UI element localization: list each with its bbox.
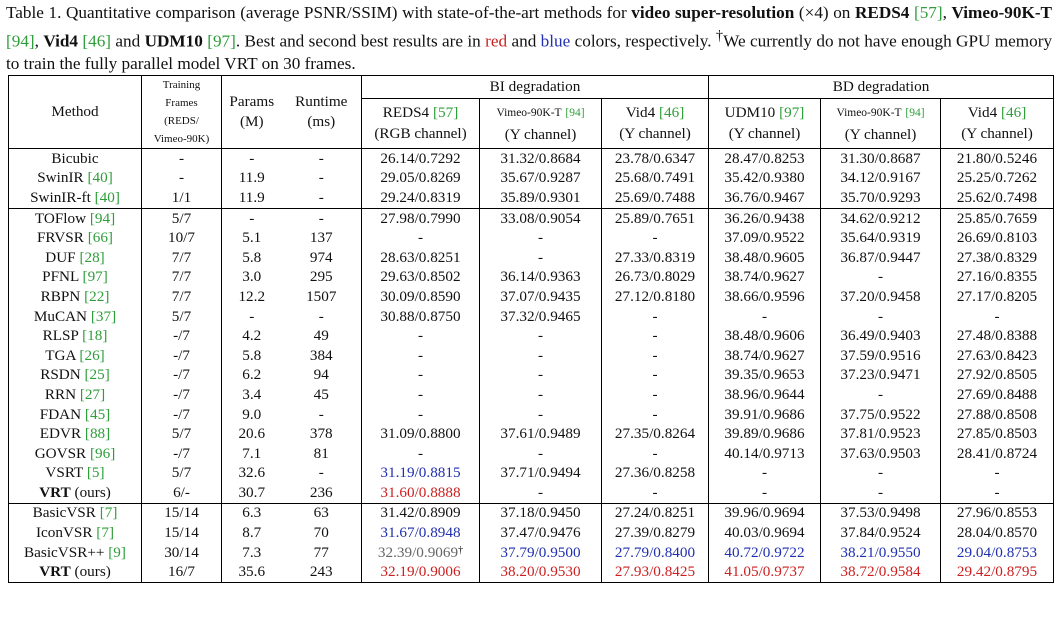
score-cell: - bbox=[709, 307, 821, 327]
score-cell: 32.39/0.9069† bbox=[362, 543, 480, 563]
params-cell: 8.7 bbox=[242, 524, 262, 542]
table-row bbox=[9, 326, 1054, 346]
training-frames-cell: 15/14 bbox=[142, 503, 222, 523]
table-row bbox=[9, 483, 1054, 503]
runtime-cell: 49 bbox=[282, 326, 362, 346]
score-cell: 27.85/0.8503 bbox=[956, 425, 1038, 443]
training-frames-cell: 5/7 bbox=[142, 464, 222, 484]
score-cell: 25.68/0.7491 bbox=[602, 169, 709, 189]
caption-label: Table 1. bbox=[6, 3, 62, 22]
score-cell: 23.78/0.6347 bbox=[602, 149, 709, 169]
table-row bbox=[9, 228, 1054, 248]
score-cell: 29.63/0.8502 bbox=[362, 268, 480, 288]
results-table bbox=[8, 75, 1054, 583]
score-cell: 33.08/0.9054 bbox=[480, 208, 602, 228]
score-cell: - bbox=[362, 326, 480, 346]
table-row bbox=[9, 346, 1054, 366]
method-cell: BasicVSR++ [9] bbox=[9, 543, 142, 563]
method-cell: VRT (ours) bbox=[9, 483, 142, 503]
training-frames-cell: - bbox=[142, 169, 222, 189]
score-cell: 38.20/0.9530 bbox=[480, 562, 602, 582]
method-cell: VRT (ours) bbox=[9, 562, 142, 582]
training-frames-cell: -/7 bbox=[142, 405, 222, 425]
training-frames-cell: 30/14 bbox=[142, 543, 222, 563]
bd-degradation-header: BD degradation bbox=[709, 76, 1054, 99]
runtime-cell: 137 bbox=[282, 228, 362, 248]
score-cell: 40.14/0.9713 bbox=[709, 444, 821, 464]
score-cell: 31.30/0.8687 bbox=[821, 149, 941, 169]
score-cell: - bbox=[994, 307, 1000, 325]
score-cell: - bbox=[480, 248, 602, 268]
score-cell: 27.98/0.7990 bbox=[362, 208, 480, 228]
params-cell: - bbox=[249, 149, 255, 167]
dataset-header: Vimeo-90K-T [94] (Y channel) bbox=[821, 98, 941, 148]
score-cell: - bbox=[821, 307, 941, 327]
runtime-cell: - bbox=[282, 464, 362, 484]
score-cell: - bbox=[480, 405, 602, 425]
method-cell: IconVSR [7] bbox=[9, 523, 142, 543]
table-row bbox=[9, 405, 1054, 425]
score-cell: 38.21/0.9550 bbox=[821, 543, 941, 563]
header-row-1 bbox=[9, 76, 1054, 99]
method-cell: RSDN [25] bbox=[9, 366, 142, 386]
score-cell: 37.53/0.9498 bbox=[821, 503, 941, 523]
score-cell: 27.36/0.8258 bbox=[602, 464, 709, 484]
score-cell: 38.72/0.9584 bbox=[821, 562, 941, 582]
score-cell: 38.66/0.9596 bbox=[709, 287, 821, 307]
table-row bbox=[9, 268, 1054, 288]
score-cell: - bbox=[602, 483, 709, 503]
params-cell: 5.8 bbox=[242, 346, 262, 364]
training-frames-cell: -/7 bbox=[142, 326, 222, 346]
score-cell: 31.19/0.8815 bbox=[362, 464, 480, 484]
score-cell: 38.96/0.9644 bbox=[709, 385, 821, 405]
score-cell: 29.05/0.8269 bbox=[362, 169, 480, 189]
runtime-cell: - bbox=[282, 208, 362, 228]
score-cell: 35.42/0.9380 bbox=[709, 169, 821, 189]
params-cell: 3.0 bbox=[242, 268, 262, 286]
score-cell: 27.35/0.8264 bbox=[602, 424, 709, 444]
score-cell: 39.89/0.9686 bbox=[709, 424, 821, 444]
method-cell: SwinIR-ft [40] bbox=[9, 188, 142, 208]
score-cell: 35.70/0.9293 bbox=[821, 188, 941, 208]
score-cell: 37.61/0.9489 bbox=[480, 424, 602, 444]
score-cell: 36.26/0.9438 bbox=[709, 208, 821, 228]
score-cell: 34.12/0.9167 bbox=[821, 169, 941, 189]
score-cell: 35.67/0.9287 bbox=[480, 169, 602, 189]
table-row bbox=[9, 188, 1054, 208]
score-cell: 27.63/0.8423 bbox=[956, 346, 1038, 364]
score-cell: - bbox=[602, 326, 709, 346]
score-cell: 31.42/0.8909 bbox=[362, 503, 480, 523]
score-cell: 40.72/0.9722 bbox=[709, 543, 821, 563]
table-row bbox=[9, 208, 1054, 228]
runtime-cell: 295 bbox=[282, 268, 362, 288]
score-cell: - bbox=[362, 405, 480, 425]
params-cell: 9.0 bbox=[242, 405, 262, 423]
params-cell: 3.4 bbox=[242, 385, 262, 403]
runtime-cell: 236 bbox=[282, 483, 362, 503]
training-frames-header: Training Frames (REDS/ Vimeo-90K) bbox=[142, 76, 222, 149]
runtime-cell: 81 bbox=[282, 444, 362, 464]
table-row bbox=[9, 149, 1054, 169]
method-header: Method bbox=[9, 76, 142, 149]
training-frames-cell: -/7 bbox=[142, 444, 222, 464]
score-cell: 36.87/0.9447 bbox=[821, 248, 941, 268]
score-cell: 25.85/0.7659 bbox=[941, 208, 1054, 228]
params-cell: - bbox=[222, 208, 282, 228]
score-cell: 25.69/0.7488 bbox=[602, 188, 709, 208]
score-cell: 37.63/0.9503 bbox=[821, 444, 941, 464]
score-cell: 37.23/0.9471 bbox=[821, 366, 941, 386]
params-cell: 32.6 bbox=[238, 464, 266, 482]
score-cell: 37.75/0.9522 bbox=[821, 405, 941, 425]
score-cell: - bbox=[709, 464, 821, 484]
runtime-cell: 378 bbox=[282, 424, 362, 444]
score-cell: 28.63/0.8251 bbox=[362, 248, 480, 268]
score-cell: 39.96/0.9694 bbox=[709, 503, 821, 523]
dataset-header: REDS4 [57] (RGB channel) bbox=[362, 98, 480, 148]
score-cell: 37.71/0.9494 bbox=[480, 464, 602, 484]
score-cell: 27.17/0.8205 bbox=[956, 287, 1038, 305]
score-cell: 31.32/0.8684 bbox=[480, 149, 602, 169]
score-cell: - bbox=[602, 385, 709, 405]
table-row bbox=[9, 424, 1054, 444]
score-cell: 29.24/0.8319 bbox=[362, 188, 480, 208]
runtime-cell: 384 bbox=[282, 346, 362, 366]
method-cell: GOVSR [96] bbox=[9, 444, 142, 464]
score-cell: - bbox=[362, 346, 480, 366]
score-cell: 27.38/0.8329 bbox=[956, 248, 1038, 266]
score-cell: - bbox=[362, 385, 480, 405]
training-frames-cell: 1/1 bbox=[142, 188, 222, 208]
score-cell: 27.24/0.8251 bbox=[602, 503, 709, 523]
score-cell: 38.74/0.9627 bbox=[709, 346, 821, 366]
table-row bbox=[9, 444, 1054, 464]
score-cell: - bbox=[602, 307, 709, 327]
score-cell: 25.62/0.7498 bbox=[956, 188, 1038, 206]
params-cell: 11.9 bbox=[238, 188, 265, 206]
table-caption: Table 1. Quantitative comparison (average PSNR/SSIM) with state-of-the-art methods for video super-resolution (×4) on REDS4 [57], Vimeo-90K-T [94], Vid4 [46] and UDM10 [97]. Best and second best results are in red and blue colors, respectively. †We currently do not have enough GPU memory to train the fully parallel model VRT on 30 frames. bbox=[6, 3, 1053, 73]
score-cell: 34.62/0.9212 bbox=[821, 208, 941, 228]
training-frames-cell: -/7 bbox=[142, 385, 222, 405]
score-cell: 31.67/0.8948 bbox=[362, 523, 480, 543]
params-cell: - bbox=[249, 307, 255, 325]
score-cell: 25.89/0.7651 bbox=[602, 208, 709, 228]
params-cell: 20.6 bbox=[238, 425, 266, 443]
score-cell: 36.49/0.9403 bbox=[821, 326, 941, 346]
runtime-cell: - bbox=[282, 188, 362, 208]
score-cell: 30.09/0.8590 bbox=[362, 287, 480, 307]
params-cell: 12.2 bbox=[238, 287, 266, 305]
score-cell: - bbox=[994, 483, 1000, 501]
training-frames-cell: - bbox=[142, 149, 222, 169]
score-cell: 39.91/0.9686 bbox=[709, 405, 821, 425]
params-cell: 5.1 bbox=[242, 229, 262, 247]
runtime-cell: 63 bbox=[282, 503, 362, 523]
method-cell: TGA [26] bbox=[9, 346, 142, 366]
table-row bbox=[9, 307, 1054, 327]
score-cell: 27.69/0.8488 bbox=[956, 385, 1038, 403]
score-cell: - bbox=[821, 268, 941, 288]
runtime-cell: 1507 bbox=[282, 287, 362, 307]
params-cell: 6.3 bbox=[222, 503, 282, 523]
score-cell: - bbox=[480, 366, 602, 386]
score-cell: - bbox=[480, 228, 602, 248]
score-cell: - bbox=[480, 444, 602, 464]
score-cell: - bbox=[480, 483, 602, 503]
score-cell: 38.74/0.9627 bbox=[709, 268, 821, 288]
params-cell: 7.1 bbox=[242, 444, 262, 462]
training-frames-cell: 7/7 bbox=[142, 248, 222, 268]
score-cell: 29.04/0.8753 bbox=[956, 543, 1038, 561]
training-frames-cell: 10/7 bbox=[142, 228, 222, 248]
table-row bbox=[9, 366, 1054, 386]
score-cell: 31.09/0.8800 bbox=[362, 424, 480, 444]
training-frames-cell: 6/- bbox=[142, 483, 222, 503]
method-cell: TOFlow [94] bbox=[9, 208, 142, 228]
method-cell: RBPN [22] bbox=[9, 287, 142, 307]
score-cell: 36.76/0.9467 bbox=[709, 188, 821, 208]
score-cell: 28.41/0.8724 bbox=[956, 444, 1038, 462]
params-cell: 11.9 bbox=[238, 169, 265, 187]
method-cell: RRN [27] bbox=[9, 385, 142, 405]
score-cell: - bbox=[362, 228, 480, 248]
score-cell: 27.33/0.8319 bbox=[602, 248, 709, 268]
score-cell: 31.60/0.8888 bbox=[362, 483, 480, 503]
score-cell: 37.07/0.9435 bbox=[480, 287, 602, 307]
training-frames-cell: 5/7 bbox=[142, 307, 222, 327]
table-row bbox=[9, 385, 1054, 405]
score-cell: 37.47/0.9476 bbox=[480, 523, 602, 543]
score-cell: - bbox=[821, 464, 941, 484]
score-cell: 36.14/0.9363 bbox=[480, 268, 602, 288]
table-row bbox=[9, 248, 1054, 268]
score-cell: 30.88/0.8750 bbox=[362, 307, 480, 327]
score-cell: 27.12/0.8180 bbox=[602, 287, 709, 307]
training-frames-cell: -/7 bbox=[142, 346, 222, 366]
score-cell: - bbox=[602, 444, 709, 464]
score-cell: 26.73/0.8029 bbox=[602, 268, 709, 288]
params-cell: 35.6 bbox=[238, 563, 266, 581]
score-cell: 32.19/0.9006 bbox=[362, 562, 480, 582]
runtime-cell: 77 bbox=[282, 543, 362, 563]
dataset-header: UDM10 [97] (Y channel) bbox=[709, 98, 821, 148]
runtime-header: Runtime (ms) bbox=[282, 76, 362, 149]
training-frames-cell: 5/7 bbox=[142, 424, 222, 444]
score-cell: 37.20/0.9458 bbox=[821, 287, 941, 307]
score-cell: 26.14/0.7292 bbox=[362, 149, 480, 169]
score-cell: - bbox=[994, 464, 1000, 482]
runtime-cell: 94 bbox=[282, 366, 362, 386]
params-cell: 5.8 bbox=[242, 248, 262, 266]
training-frames-cell: 7/7 bbox=[142, 287, 222, 307]
method-cell: Bicubic bbox=[9, 149, 142, 169]
score-cell: 35.64/0.9319 bbox=[821, 228, 941, 248]
training-frames-cell: 7/7 bbox=[142, 268, 222, 288]
table-row bbox=[9, 543, 1054, 563]
method-cell: EDVR [88] bbox=[9, 424, 142, 444]
score-cell: 41.05/0.9737 bbox=[709, 562, 821, 582]
score-cell: 27.16/0.8355 bbox=[956, 268, 1038, 286]
score-cell: 25.25/0.7262 bbox=[956, 169, 1038, 187]
dataset-header: Vid4 [46] (Y channel) bbox=[941, 98, 1054, 148]
score-cell: - bbox=[480, 346, 602, 366]
score-cell: 37.18/0.9450 bbox=[480, 503, 602, 523]
score-cell: 27.48/0.8388 bbox=[956, 327, 1038, 345]
method-cell: PFNL [97] bbox=[9, 268, 142, 288]
score-cell: - bbox=[480, 326, 602, 346]
score-cell: 26.69/0.8103 bbox=[956, 229, 1038, 247]
dataset-header: Vid4 [46] (Y channel) bbox=[602, 98, 709, 148]
runtime-cell: - bbox=[282, 169, 362, 189]
score-cell: 39.35/0.9653 bbox=[709, 366, 821, 386]
runtime-cell: 70 bbox=[282, 523, 362, 543]
table-row bbox=[9, 503, 1054, 523]
params-cell: 7.3 bbox=[242, 543, 262, 561]
table-row bbox=[9, 523, 1054, 543]
score-cell: 40.03/0.9694 bbox=[709, 523, 821, 543]
table-row bbox=[9, 562, 1054, 582]
score-cell: - bbox=[821, 483, 941, 503]
score-cell: 27.39/0.8279 bbox=[602, 523, 709, 543]
score-cell: 21.80/0.5246 bbox=[956, 149, 1038, 167]
method-cell: SwinIR [40] bbox=[9, 169, 142, 189]
score-cell: - bbox=[362, 444, 480, 464]
table-body bbox=[9, 149, 1054, 583]
table-row bbox=[9, 464, 1054, 484]
score-cell: 37.84/0.9524 bbox=[821, 523, 941, 543]
score-cell: - bbox=[602, 228, 709, 248]
params-cell: 30.7 bbox=[238, 483, 266, 501]
runtime-cell: - bbox=[282, 307, 362, 327]
params-cell: 6.2 bbox=[242, 366, 262, 384]
runtime-cell: 974 bbox=[282, 248, 362, 268]
score-cell: - bbox=[602, 405, 709, 425]
score-cell: 28.47/0.8253 bbox=[709, 149, 821, 169]
method-cell: RLSP [18] bbox=[9, 326, 142, 346]
score-cell: 27.88/0.8508 bbox=[956, 405, 1038, 423]
score-cell: 27.92/0.8505 bbox=[956, 366, 1038, 384]
score-cell: 27.93/0.8425 bbox=[602, 562, 709, 582]
method-cell: VSRT [5] bbox=[9, 464, 142, 484]
dataset-header: Vimeo-90K-T [94] (Y channel) bbox=[480, 98, 602, 148]
score-cell: 38.48/0.9605 bbox=[709, 248, 821, 268]
training-frames-cell: 16/7 bbox=[142, 562, 222, 582]
score-cell: 37.79/0.9500 bbox=[480, 543, 602, 563]
training-frames-cell: 15/14 bbox=[142, 523, 222, 543]
score-cell: 28.04/0.8570 bbox=[956, 524, 1038, 542]
runtime-cell: 45 bbox=[282, 385, 362, 405]
score-cell: - bbox=[480, 385, 602, 405]
table-row bbox=[9, 169, 1054, 189]
score-cell: 35.89/0.9301 bbox=[480, 188, 602, 208]
params-header: Params (M) bbox=[222, 76, 282, 149]
score-cell: - bbox=[602, 366, 709, 386]
score-cell: 38.48/0.9606 bbox=[709, 326, 821, 346]
table-row bbox=[9, 287, 1054, 307]
score-cell: - bbox=[602, 346, 709, 366]
score-cell: 27.79/0.8400 bbox=[602, 543, 709, 563]
score-cell: 37.09/0.9522 bbox=[709, 228, 821, 248]
params-cell: 4.2 bbox=[242, 327, 262, 345]
method-cell: MuCAN [37] bbox=[9, 307, 142, 327]
method-cell: BasicVSR [7] bbox=[9, 503, 142, 523]
method-cell: FDAN [45] bbox=[9, 405, 142, 425]
runtime-cell: - bbox=[282, 149, 362, 169]
runtime-cell: 243 bbox=[282, 562, 362, 582]
score-cell: - bbox=[821, 385, 941, 405]
training-frames-cell: 5/7 bbox=[142, 208, 222, 228]
method-cell: DUF [28] bbox=[9, 248, 142, 268]
score-cell: 27.96/0.8553 bbox=[941, 503, 1054, 523]
method-cell: FRVSR [66] bbox=[9, 228, 142, 248]
training-frames-cell: -/7 bbox=[142, 366, 222, 386]
score-cell: 37.32/0.9465 bbox=[480, 307, 602, 327]
bi-degradation-header: BI degradation bbox=[362, 76, 709, 99]
score-cell: 37.59/0.9516 bbox=[821, 346, 941, 366]
score-cell: - bbox=[362, 366, 480, 386]
score-cell: 37.81/0.9523 bbox=[821, 424, 941, 444]
score-cell: 29.42/0.8795 bbox=[956, 563, 1038, 581]
score-cell: - bbox=[709, 483, 821, 503]
runtime-cell: - bbox=[282, 405, 362, 425]
